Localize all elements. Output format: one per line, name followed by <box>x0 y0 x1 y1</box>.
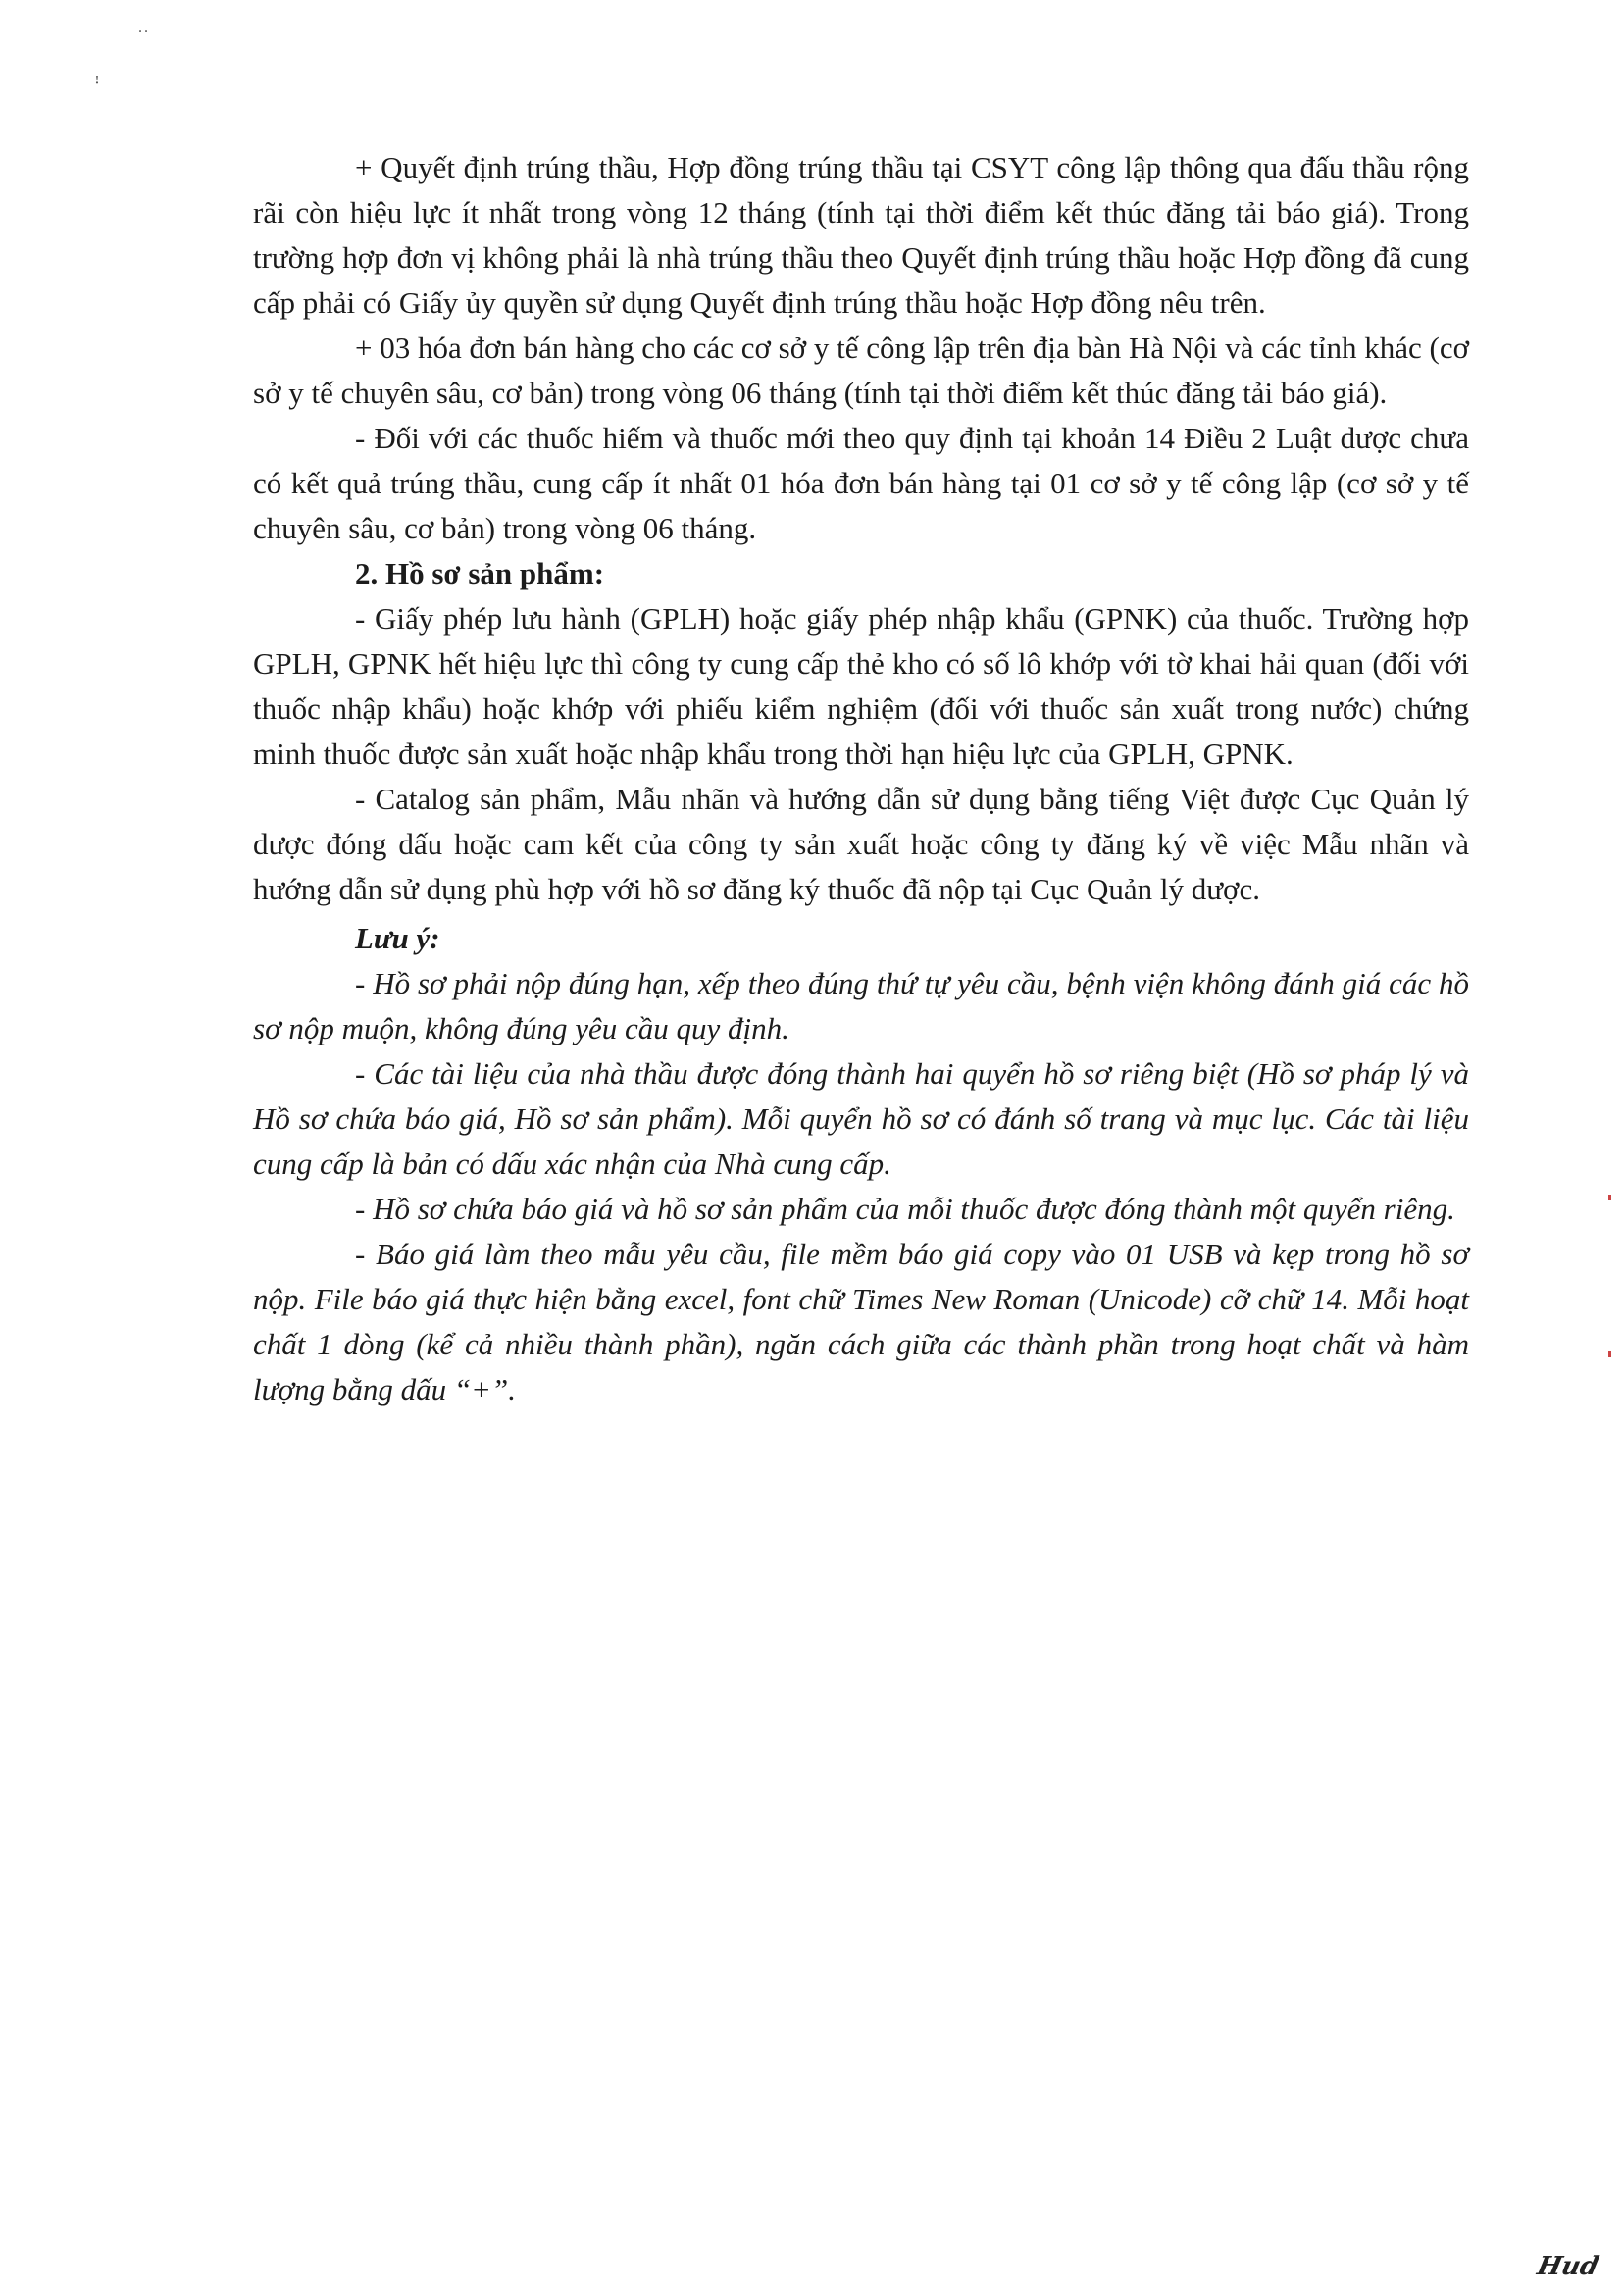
note-item-quote-volume: - Hồ sơ chứa báo giá và hồ sơ sản phẩm của mỗi thuốc được đóng thành một quyển riêng. <box>355 1192 1455 1226</box>
scan-speck: ˙˙ <box>137 26 149 46</box>
document-body <box>253 145 1469 1412</box>
scan-edge-mark <box>1608 1351 1611 1357</box>
paragraph-sales-invoices: + 03 hóa đơn bán hàng cho các cơ sở y tế công lập trên địa bàn Hà Nội và các tỉnh khác (cơ sở y tế chuyên sâu, cơ bản) trong vòng 06 tháng (tính tại thời điểm kết thúc đăng tải báo giá). <box>253 331 1469 410</box>
note-item-quote-format: - Báo giá làm theo mẫu yêu cầu, file mềm báo giá copy vào 01 USB và kẹp trong hồ sơ nộp. File báo giá thực hiện bằng excel, font chữ Times New Roman (Unicode) cỡ chữ 14. Mỗi hoạt chất 1 dòng (kể cả nhiều thành phần), ngăn cách giữa các thành phần trong hoạt chất và hàm lượng bằng dấu “+”. <box>253 1237 1469 1406</box>
paragraph-catalog: - Catalog sản phẩm, Mẫu nhãn và hướng dẫn sử dụng bằng tiếng Việt được Cục Quản lý dược đóng dấu hoặc cam kết của công ty sản xuất hoặc công ty đăng ký về việc Mẫu nhãn và hướng dẫn sử dụng phù hợp với hồ sơ đăng ký thuốc đã nộp tại Cục Quản lý dược. <box>253 782 1469 906</box>
paragraph-winning-bid-decision: + Quyết định trúng thầu, Hợp đồng trúng thầu tại CSYT công lập thông qua đấu thầu rộng rãi còn hiệu lực ít nhất trong vòng 12 tháng (tính tại thời điểm kết thúc đăng tải báo giá). Trong trường hợp đơn vị không phải là nhà trúng thầu theo Quyết định trúng thầu hoặc Hợp đồng đã cung cấp phải có Giấy ủy quyền sử dụng Quyết định trúng thầu hoặc Hợp đồng nêu trên. <box>253 150 1469 320</box>
paragraph-rare-new-drugs: - Đối với các thuốc hiếm và thuốc mới theo quy định tại khoản 14 Điều 2 Luật dược chưa có kết quả trúng thầu, cung cấp ít nhất 01 hóa đơn bán hàng tại 01 cơ sở y tế công lập (cơ sở y tế chuyên sâu, cơ bản) trong vòng 06 tháng. <box>253 421 1469 545</box>
note-item-binding: - Các tài liệu của nhà thầu được đóng thành hai quyển hồ sơ riêng biệt (Hồ sơ pháp lý và Hồ sơ chứa báo giá, Hồ sơ sản phẩm). Mỗi quyển hồ sơ có đánh số trang và mục lục. Các tài liệu cung cấp là bản có dấu xác nhận của Nhà cung cấp. <box>253 1056 1469 1181</box>
scan-speck: ꜝ <box>94 76 100 95</box>
note-item-deadline: - Hồ sơ phải nộp đúng hạn, xếp theo đúng thứ tự yêu cầu, bệnh viện không đánh giá các hồ sơ nộp muộn, không đúng yêu cầu quy định. <box>253 966 1469 1045</box>
section-heading-product-dossier: 2. Hồ sơ sản phẩm: <box>355 556 605 590</box>
paragraph-license: - Giấy phép lưu hành (GPLH) hoặc giấy phép nhập khẩu (GPNK) của thuốc. Trường hợp GPLH, GPNK hết hiệu lực thì công ty cung cấp thẻ kho có số lô khớp với tờ khai hải quan (đối với thuốc nhập khẩu) hoặc khớp với phiếu kiểm nghiệm (đối với thuốc sản xuất trong nước) chứng minh thuốc được sản xuất hoặc nhập khẩu trong thời hạn hiệu lực của GPLH, GPNK. <box>253 601 1469 771</box>
initials-signature: Hud <box>1534 2252 1601 2281</box>
note-heading: Lưu ý: <box>355 921 440 955</box>
scan-edge-mark <box>1608 1195 1611 1200</box>
